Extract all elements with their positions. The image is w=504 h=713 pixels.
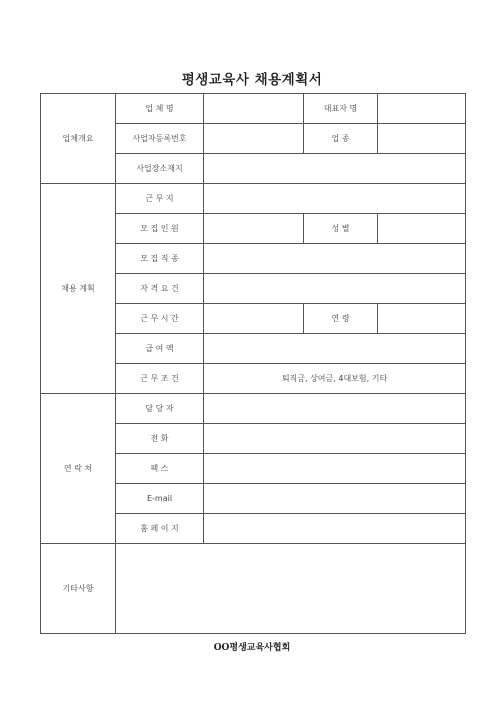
field-other[interactable] [116, 544, 466, 634]
field-fax[interactable] [204, 454, 466, 484]
document-title: 평생교육사 채용계획서 [181, 72, 323, 88]
field-industry[interactable] [378, 124, 466, 154]
field-phone[interactable] [204, 424, 466, 454]
field-representative[interactable] [378, 94, 466, 124]
hiring-plan-form [40, 93, 466, 634]
field-job-type[interactable] [204, 244, 466, 274]
label-business-reg-no: 사업자등록번호 [116, 124, 204, 154]
section-other: 기타사항 [41, 544, 116, 634]
field-qualification[interactable] [204, 274, 466, 304]
field-salary[interactable] [204, 334, 466, 364]
label-fax: 팩 스 [116, 454, 204, 484]
label-company-name: 업 체 명 [116, 94, 204, 124]
field-email[interactable] [204, 484, 466, 514]
section-contact: 연 락 처 [41, 394, 116, 544]
label-contact-person: 담 당 자 [116, 394, 204, 424]
label-work-hours: 근 무 시 간 [116, 304, 204, 334]
label-homepage: 홈 페 이 지 [116, 514, 204, 544]
label-phone: 전 화 [116, 424, 204, 454]
field-work-hours[interactable] [204, 304, 304, 334]
field-gender[interactable] [378, 214, 466, 244]
field-work-place[interactable] [204, 184, 466, 214]
label-gender: 성 별 [304, 214, 378, 244]
label-headcount: 모 집 인 원 [116, 214, 204, 244]
label-industry: 업 종 [304, 124, 378, 154]
field-company-name[interactable] [204, 94, 304, 124]
label-age: 연 령 [304, 304, 378, 334]
label-salary: 급 여 액 [116, 334, 204, 364]
section-hiring: 채용 계획 [41, 184, 116, 394]
label-address: 사업장소재지 [116, 154, 204, 184]
field-age[interactable] [378, 304, 466, 334]
label-work-conditions: 근 무 조 건 [116, 364, 204, 394]
field-work-conditions[interactable]: 퇴직금, 상여금, 4대보험, 기타 [204, 364, 466, 394]
label-work-place: 근 무 지 [116, 184, 204, 214]
label-representative: 대표자 명 [304, 94, 378, 124]
footer-organization: OO평생교육사협회 [213, 643, 291, 653]
field-contact-person[interactable] [204, 394, 466, 424]
label-job-type: 모 집 직 종 [116, 244, 204, 274]
field-headcount[interactable] [204, 214, 304, 244]
section-company: 업체개요 [41, 94, 116, 184]
label-email: E-mail [116, 484, 204, 514]
field-business-reg-no[interactable] [204, 124, 304, 154]
label-qualification: 자 격 요 건 [116, 274, 204, 304]
field-address[interactable] [204, 154, 466, 184]
field-homepage[interactable] [204, 514, 466, 544]
